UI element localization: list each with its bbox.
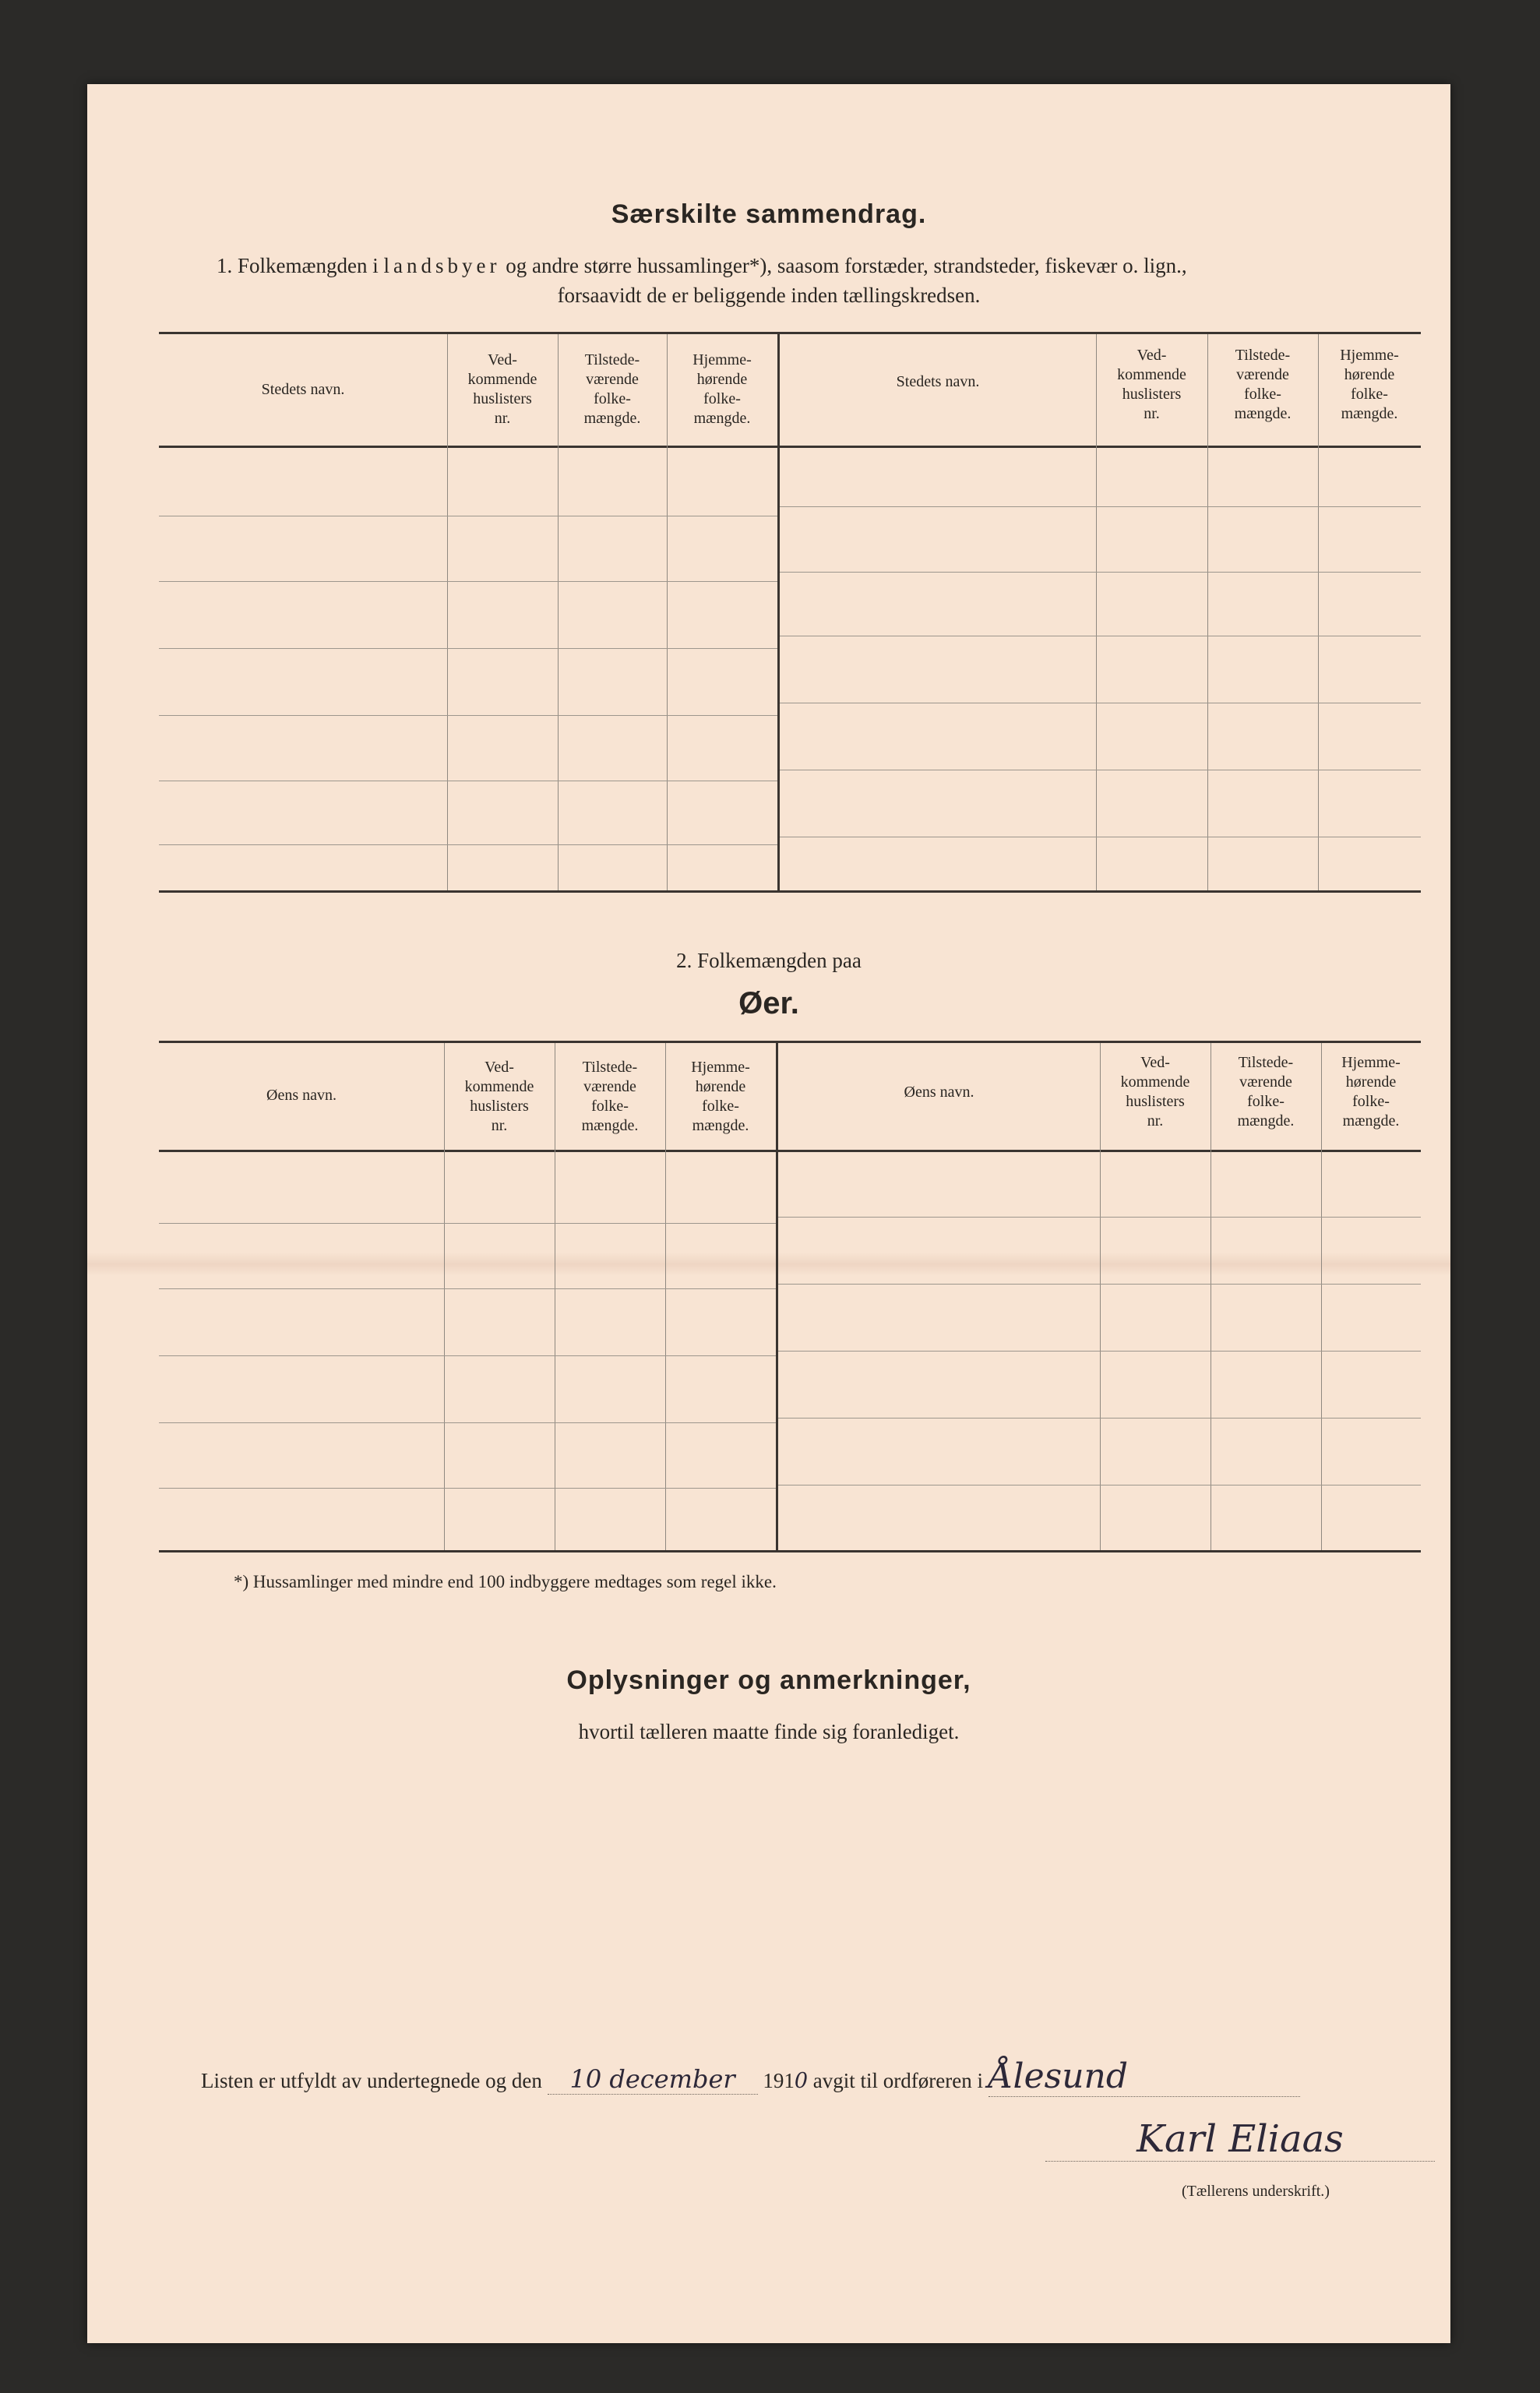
enumerator-signature: Karl Eliaas	[1045, 2117, 1435, 2162]
footnote: *) Hussamlinger med mindre end 100 indbyggere medtages som regel ikke.	[234, 1572, 777, 1591]
section1-intro-line2: forsaavidt de er beliggende inden tællingskredsen.	[557, 284, 981, 307]
t1-col-tilstede-2: Tilstede- værende folke- mængde.	[1234, 347, 1292, 422]
signature-caption: (Tællerens underskrift.)	[1182, 2183, 1330, 2200]
t2-col-tilstede-2: Tilstede- værende folke- mængde.	[1237, 1054, 1295, 1130]
remarks-subheading: hvortil tælleren maatte finde sig foranlediget.	[578, 1720, 960, 1743]
t1-col-stedets-navn: Stedets navn.	[261, 381, 345, 398]
t2-col-tilstede: Tilstede- værende folke- mængde.	[581, 1059, 639, 1134]
page-title: Særskilte sammendrag.	[611, 199, 927, 229]
t2-col-oens-navn: Øens navn.	[266, 1087, 337, 1104]
t1-col-huslister: Ved- kommende huslisters nr.	[467, 351, 537, 427]
handwritten-year-digit: 0	[794, 2069, 809, 2093]
t2-col-hjemme-2: Hjemme- hørende folke- mængde.	[1341, 1054, 1401, 1130]
t1-col-stedets-navn-2: Stedets navn.	[896, 373, 980, 390]
signature-middle: avgit til ordføreren i	[812, 2069, 983, 2092]
t2-col-huslister-2: Ved- kommende huslisters nr.	[1120, 1054, 1190, 1130]
t2-col-huslister: Ved- kommende huslisters nr.	[464, 1059, 534, 1134]
signature-prefix: Listen er utfyldt av undertegnede og den	[201, 2069, 542, 2092]
section2-line: 2. Folkemængden paa	[676, 949, 862, 972]
census-form-page	[87, 84, 1450, 2343]
t1-col-huslister-2: Ved- kommende huslisters nr.	[1117, 347, 1186, 422]
t2-col-oens-navn-2: Øens navn.	[904, 1084, 974, 1101]
section1-intro: 1. Folkemængden i landsbyer og andre større hussamlinger*), saasom forstæder, strandsteder, fiskevær o. lign.,	[217, 254, 1187, 277]
remarks-heading: Oplysninger og anmerkninger,	[566, 1665, 971, 1695]
section1-number: 1.	[217, 254, 233, 277]
paper-fold	[87, 1253, 1450, 1276]
section2-heading: Øer.	[738, 986, 799, 1020]
t1-col-hjemme: Hjemme- hørende folke- mængde.	[692, 351, 752, 427]
t1-col-tilstede: Tilstede- værende folke- mængde.	[583, 351, 641, 427]
signature-line: Listen er utfyldt av undertegnede og den 10 december 1910 avgit til ordføreren i Ålesund	[201, 2056, 1447, 2097]
t1-col-hjemme-2: Hjemme- hørende folke- mængde.	[1340, 347, 1399, 422]
handwritten-date: 10 december	[548, 2064, 758, 2095]
handwritten-place: Ålesund	[988, 2056, 1300, 2097]
t2-col-hjemme: Hjemme- hørende folke- mængde.	[691, 1059, 750, 1134]
